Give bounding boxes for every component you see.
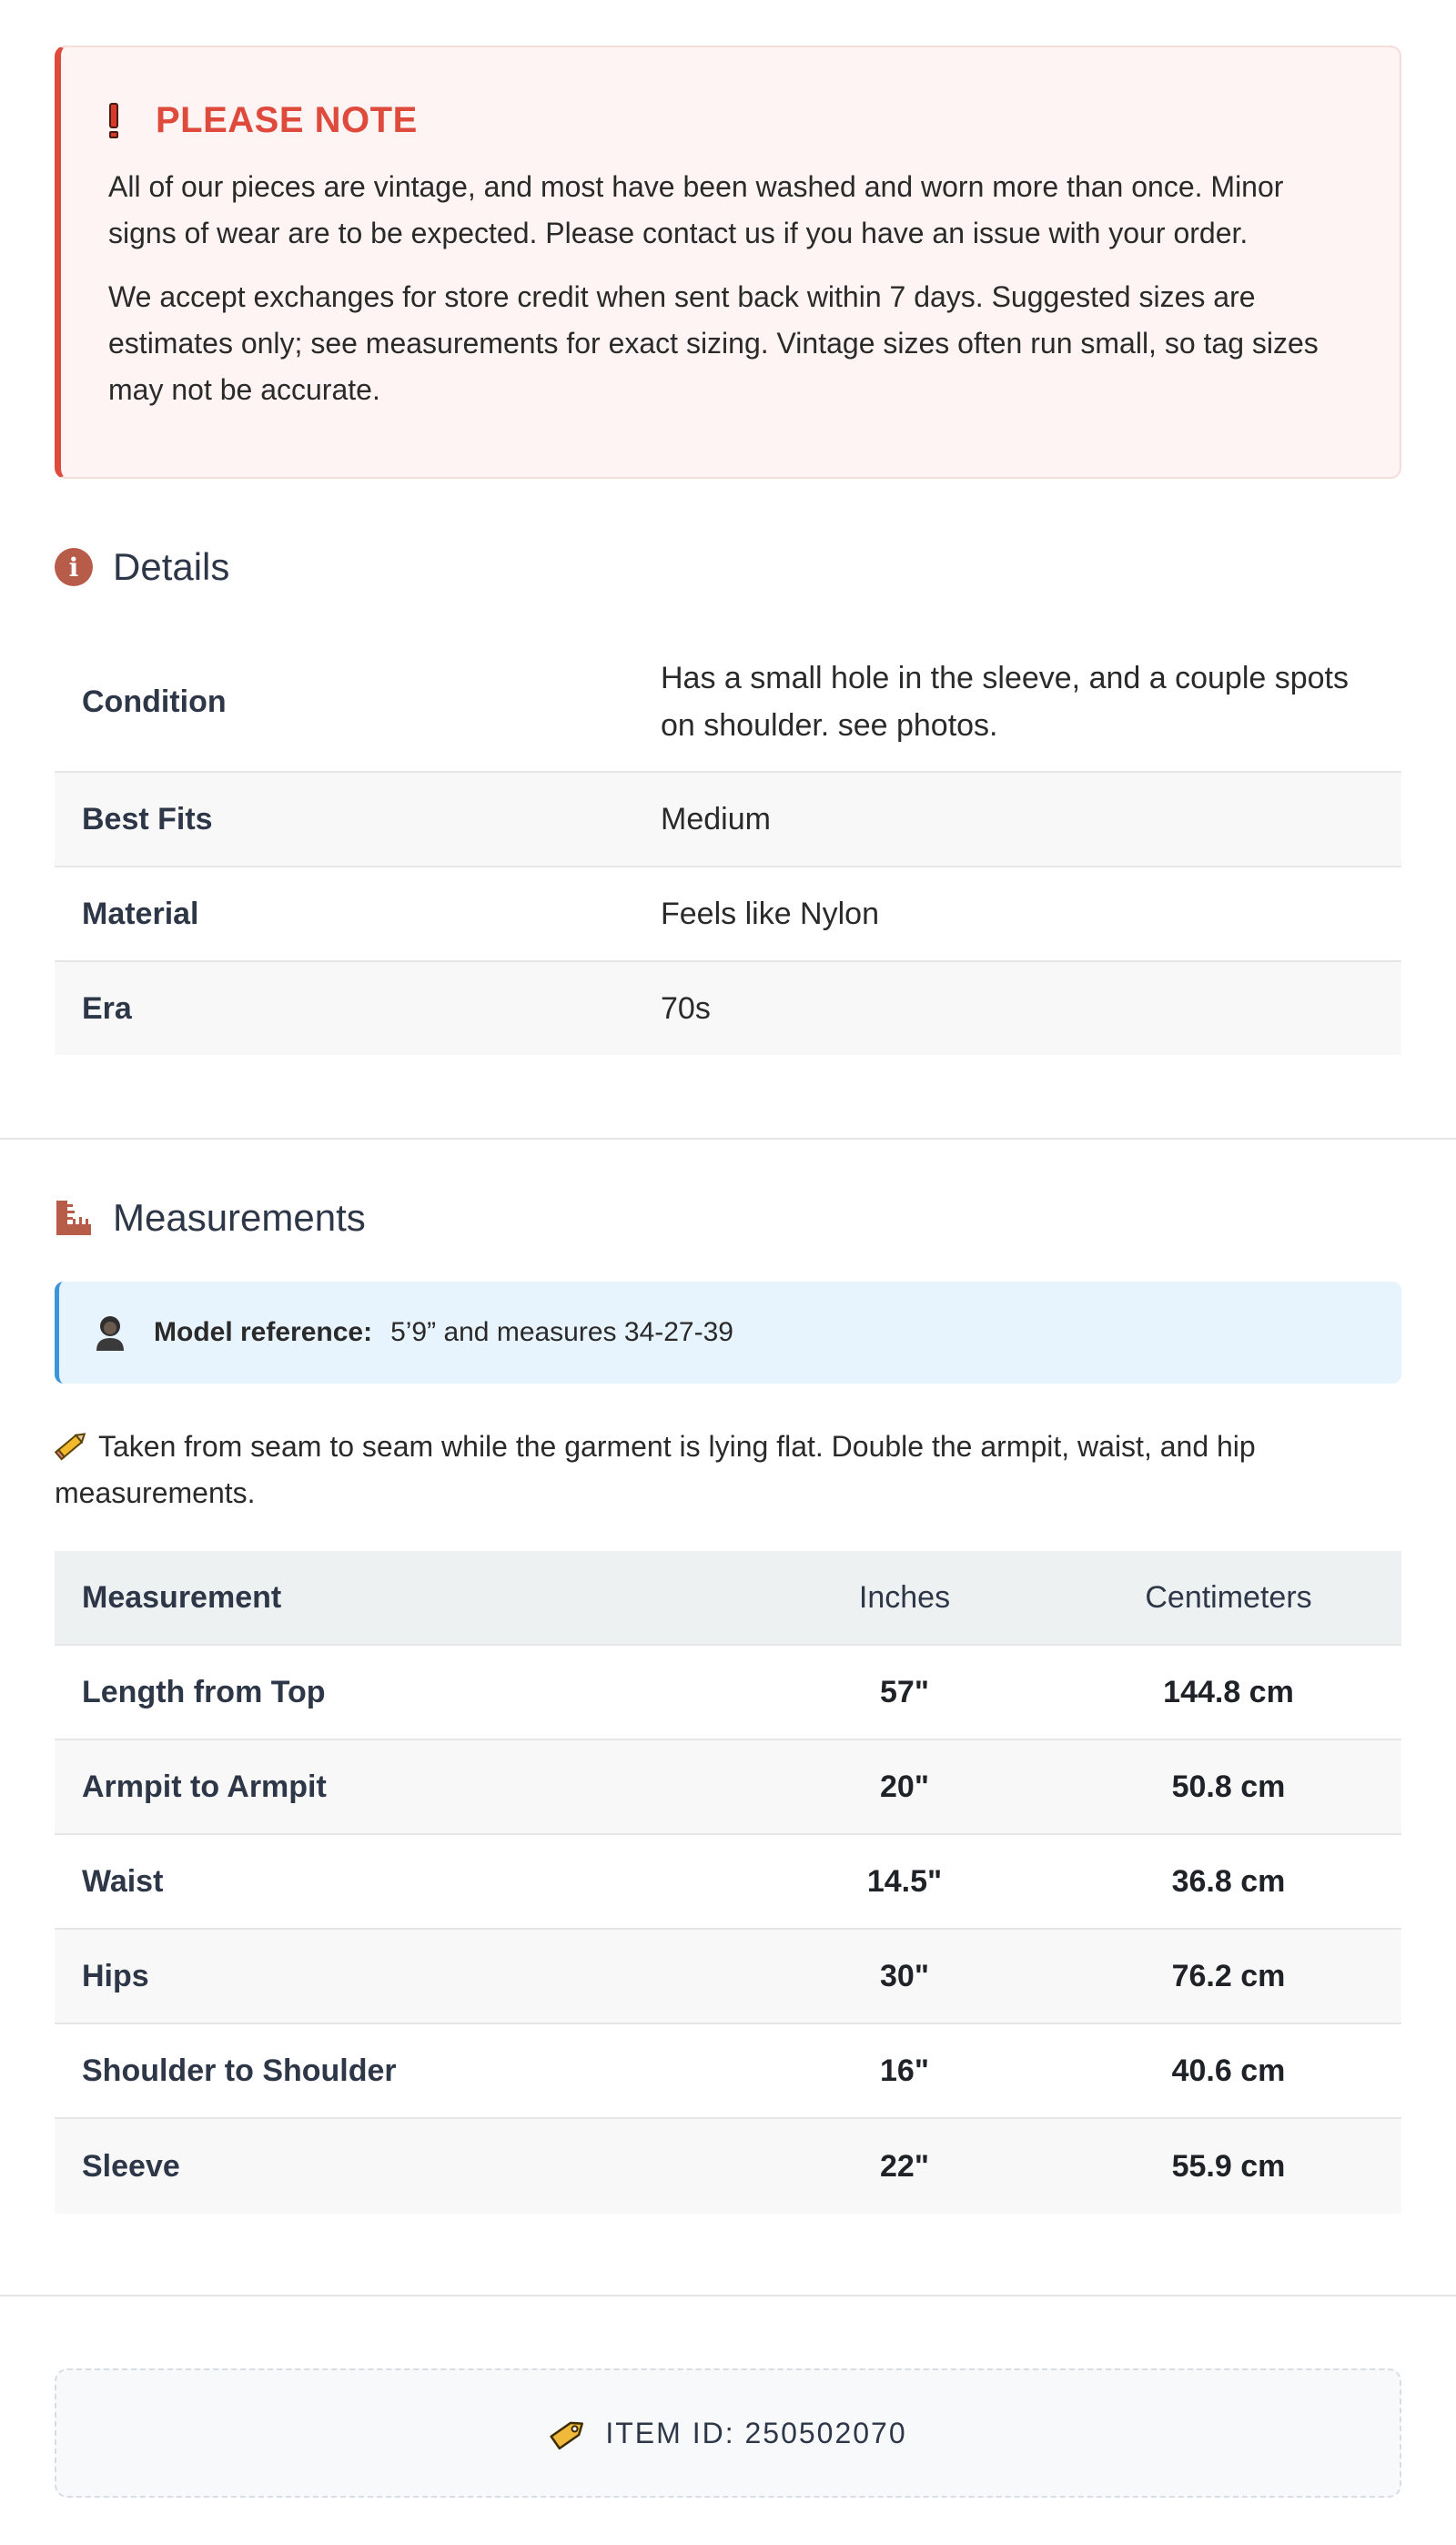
exclamation-icon [108, 103, 119, 138]
details-label: Best Fits [82, 801, 213, 837]
table-row [55, 1930, 1401, 2024]
details-value: Has a small hole in the sleeve, and a couple spots on shoulder. see photos. [661, 661, 1350, 743]
column-header: Measurement [82, 1579, 282, 1615]
measurements-header [55, 1196, 366, 1240]
measurement-name: Sleeve [82, 2148, 180, 2184]
model-reference-value: 5’9” and measures 34-27-39 [390, 1317, 733, 1347]
measurements-table [55, 1551, 1401, 2214]
cm-value: 144.8 cm [1163, 1674, 1294, 1709]
notice-title: PLEASE NOTE [156, 99, 418, 140]
details-row [55, 867, 1401, 962]
measurement-name: Length from Top [82, 1674, 326, 1709]
details-value: Medium [661, 802, 771, 837]
ruler-icon [55, 1199, 93, 1237]
details-row [55, 773, 1401, 867]
pencil-icon [55, 1427, 89, 1462]
details-value: 70s [661, 991, 711, 1026]
measurement-name: Shoulder to Shoulder [82, 2053, 397, 2088]
inches-value: 30" [880, 1958, 929, 1993]
cm-value: 36.8 cm [1171, 1863, 1286, 1899]
table-row [55, 1646, 1401, 1740]
table-row [55, 1740, 1401, 1835]
details-label: Condition [82, 684, 227, 719]
notice-paragraph: We accept exchanges for store credit when sent back within 7 days. Suggested sizes are estimates only; see measurements for exact sizing. Vintage sizes often run small, so tag sizes may not be accurate. [108, 280, 1319, 406]
measurements-title: Measurements [113, 1196, 366, 1239]
item-id: ITEM ID: 250502070 [605, 2416, 907, 2449]
cm-value: 76.2 cm [1171, 1958, 1286, 1993]
notice-box [55, 46, 1401, 479]
details-row [55, 962, 1401, 1055]
inches-value: 22" [880, 2148, 929, 2184]
item-id-box [55, 2368, 1401, 2498]
notice-paragraph: All of our pieces are vintage, and most have been washed and worn more than once. Minor signs of wear are to be expected. Please contact us if you have an issue with your order. [108, 170, 1284, 249]
table-row [55, 1835, 1401, 1930]
instructions-text: Taken from seam to seam while the garment is lying flat. Double the armpit, waist, and hip measurements. [55, 1430, 1256, 1509]
details-label: Era [82, 990, 132, 1026]
person-icon [94, 1314, 126, 1351]
measurement-name: Waist [82, 1863, 164, 1899]
column-header: Inches [858, 1579, 951, 1615]
inches-value: 57" [880, 1674, 929, 1709]
table-row [55, 2119, 1401, 2214]
notice-header [108, 99, 1354, 140]
table-header-row [55, 1551, 1401, 1646]
section-divider [0, 1138, 1456, 1140]
model-reference-label: Model reference: [154, 1317, 373, 1347]
info-icon: i [55, 548, 93, 586]
inches-value: 14.5" [866, 1863, 943, 1899]
tag-icon [549, 2413, 589, 2453]
table-row [55, 2024, 1401, 2119]
cm-value: 40.6 cm [1171, 2053, 1286, 2088]
details-table [55, 633, 1401, 1055]
inches-value: 20" [880, 1769, 929, 1804]
measurement-instructions [55, 1424, 1329, 1516]
details-title: Details [113, 545, 230, 588]
section-divider [0, 2295, 1456, 2297]
measurement-name: Hips [82, 1958, 149, 1993]
model-reference-box [55, 1282, 1401, 1384]
inches-value: 16" [880, 2053, 929, 2088]
cm-value: 50.8 cm [1171, 1769, 1286, 1804]
measurement-name: Armpit to Armpit [82, 1769, 327, 1804]
cm-value: 55.9 cm [1171, 2148, 1286, 2184]
details-label: Material [82, 896, 199, 931]
details-header [55, 545, 229, 589]
details-value: Feels like Nylon [661, 897, 879, 931]
details-row [55, 633, 1401, 773]
column-header: Centimeters [1145, 1579, 1312, 1615]
